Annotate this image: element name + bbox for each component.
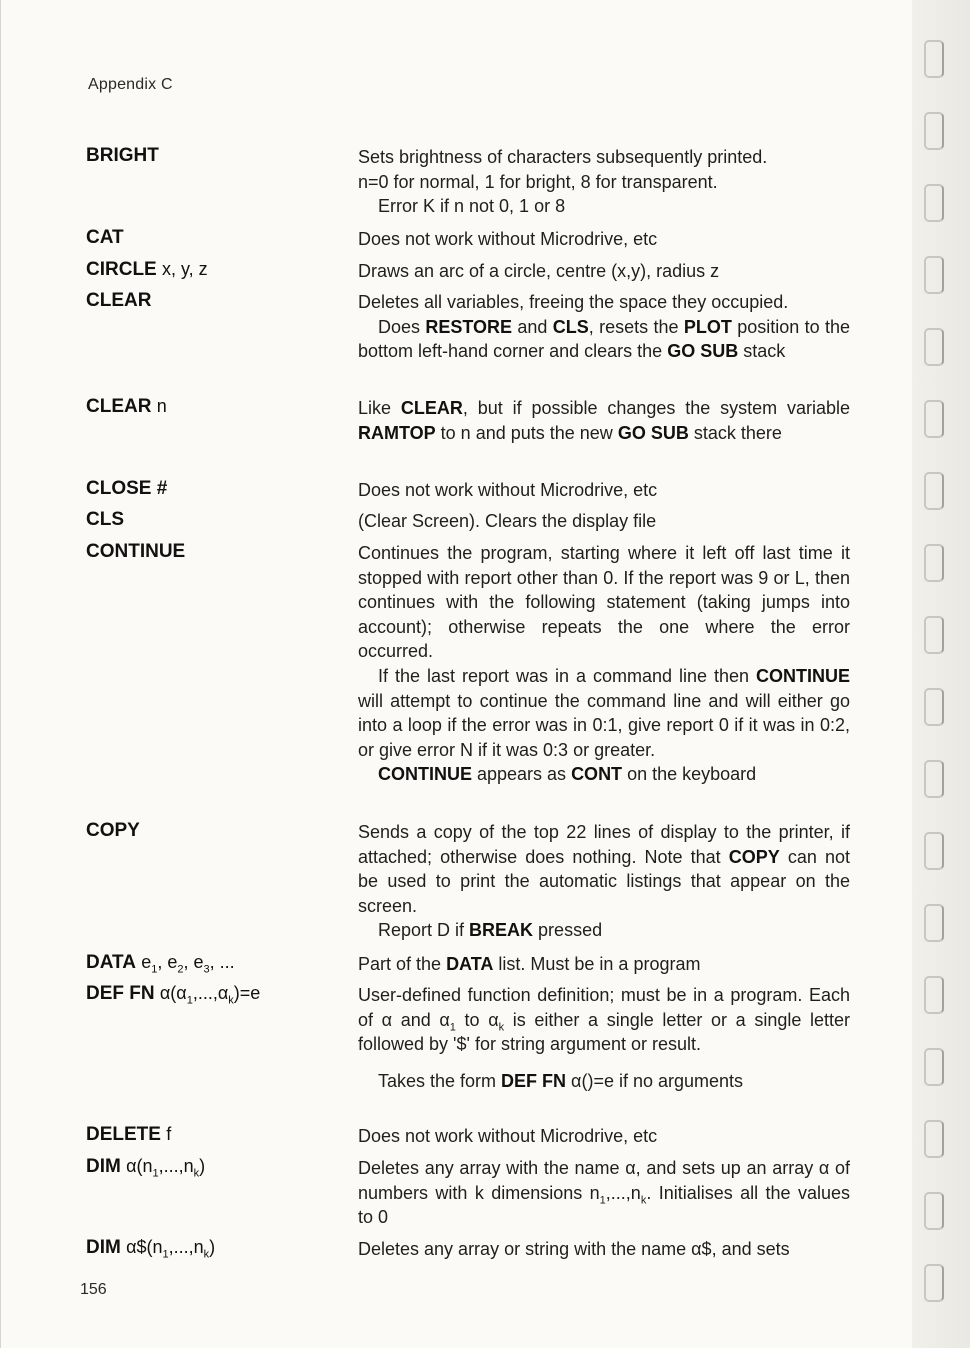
keyword-clear: CLEAR [86,290,152,311]
description-data: Part of the DATA list. Must be in a program [358,954,701,974]
page-number: 156 [80,1281,107,1298]
description-bright: Sets brightness of characters subsequently printed. n=0 for normal, 1 for bright, 8 for transparent. Error K if n not 0, 1 or 8 [358,147,768,217]
description-def-fn: User-defined function definition; must be in a program. Each of α and $\alpha_1$ to $\alpha_k$ is either a single letter or a single letter followed by '$' for string argument or result. Takes the form DEF FN α()=e if no arguments [358,985,851,1091]
keyword-bright: BRIGHT [86,145,159,166]
description-circle: Draws an arc of a circle, centre (x,y), radius z [358,261,720,281]
description-clear: Deletes all variables, freeing the space they occupied. Does RESTORE and CLS, resets the PLOT position to the bottom left-hand corner and clears the GO SUB stack [358,290,850,364]
keyword-dim-string: DIM $\alpha\$(n_1,...,n_k)$ [86,1237,216,1261]
keyword-cls: CLS [86,509,124,530]
description-clear-rich: Does RESTORE and CLS, resets the PLOT position to the bottom left-hand corner and clears the GO SUB stack [358,316,850,362]
description-continue: Continues the program, starting where it left off last time it stopped with report other than 0. If the report was 9 or L, then continues with the following statement (taking jumps into account); otherwise repeats the one where the error occurred. If the last report was in a command line then CONTINUE will attempt to continue the command line and will either go into a loop if the error was in 0:1, give report 0 if it was in 0:2, or give error N if it was 0:3 or greater. CONTINUE appears as CONT on the keyboard [358,543,850,785]
keyword-delete: DELETE f [86,1124,172,1145]
description-copy: Sends a copy of the top 22 lines of display to the printer, if attached; otherwise does nothing. Note that COPY can not be used to print the automatic listings that appear on the screen. Report D if BREAK pressed [358,822,851,941]
description-close: Does not work without Microdrive, etc [358,480,658,500]
description-delete: Does not work without Microdrive, etc [358,1126,658,1146]
keyword-def-fn: DEF FN $\alpha(\alpha_1,...,\alpha_k)=e$ [86,983,261,1007]
description-cls: (Clear Screen). Clears the display file [358,511,657,531]
keyword-clear-n: CLEAR n [86,396,167,417]
keyword-cat: CAT [86,227,124,248]
description-dim-string: Deletes any array or string with the name α$, and sets [358,1239,790,1259]
keyword-copy: COPY [86,820,140,841]
keyword-circle: CIRCLE x, y, z [86,259,208,280]
description-dim: Deletes any array with the name α, and sets up an array α of numbers with k dimensions $n_1,...,n_k$. Initialises all the values to 0 [358,1158,850,1228]
keyword-close: CLOSE # [86,478,168,499]
description-clear-n: Like CLEAR, but if possible changes the system variable RAMTOP to n and puts the new GO SUB stack there [358,398,850,443]
running-head: Appendix C [88,76,173,93]
keyword-data: DATA $e_1$, $e_2$, $e_3$, ... [86,952,235,976]
description-cat: Does not work without Microdrive, etc [358,229,658,249]
keyword-dim: DIM $\alpha(n_1,...,n_k)$ [86,1156,206,1180]
keyword-continue: CONTINUE [86,541,186,562]
